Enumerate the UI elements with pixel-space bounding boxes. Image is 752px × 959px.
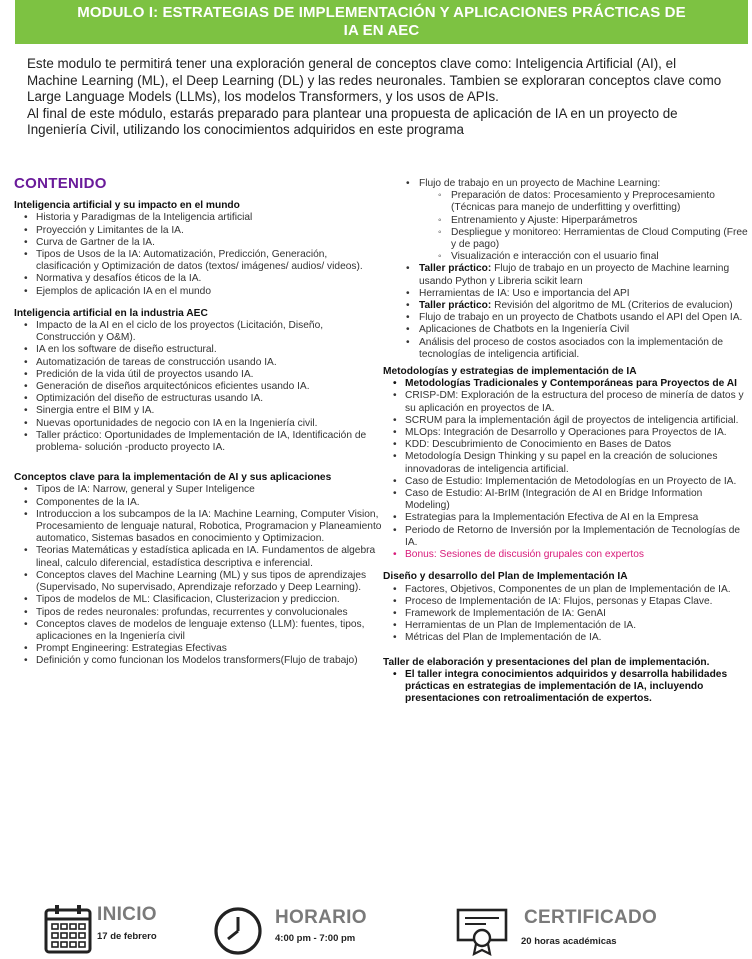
list-item: • Factores, Objetivos, Componentes de un plan de Implementación de IA.: [383, 584, 748, 596]
list-item: • Predición de la vida útil de proyectos usando IA.: [14, 369, 382, 381]
list-item: • Generación de diseños arquitectónicos eficientes usando IA.: [14, 381, 382, 393]
section-title: Conceptos clave para la implementación de AI y sus aplicaciones: [14, 472, 332, 484]
list-item: • Metodología Design Thinking y su papel en la creación de soluciones innovadoras de inteligencia artificial.: [383, 451, 748, 475]
list-item: • Conceptos claves de modelos de lenguaje extenso (LLM): fuentes, tipos, aplicaciones en la Ingeniería civil: [14, 619, 382, 643]
list-item: • CRISP-DM: Exploración de la estructura del proceso de minería de datos y su aplicación en proyectos de IA.: [383, 390, 748, 414]
list-item: • Teorias Matemáticas y estadística aplicada en IA. Fundamentos de algebra lineal, calculo diferencial, estadística descriptiva e inferencial.: [14, 545, 382, 569]
list-item: • Componentes de la IA.: [14, 497, 382, 509]
list-item: • El taller integra conocimientos adquiridos y desarrolla habilidades prácticas en estrategias de implementación de IA, incluyendo presentaciones con retroalimentación de expertos.: [383, 669, 748, 706]
list-item: • Nuevas oportunidades de negocio con IA en la Ingeniería civil.: [14, 418, 382, 430]
list-item: • SCRUM para la implementación ágil de proyectos de inteligencia artificial.: [383, 415, 748, 427]
section-title: Inteligencia artificial y su impacto en el mundo: [14, 200, 240, 212]
list-item: • Conceptos claves del Machine Learning (ML) y sus tipos de aprendizajes (Supervisado, No supervisado, Aprendizaje reforzado y Deep Learning).: [14, 570, 382, 594]
list-item: • Estrategias para la Implementación Efectiva de AI en la Empresa: [383, 512, 748, 524]
intro-paragraph-2: Al final de este módulo, estarás preparado para plantear una propuesta de aplicación de IA en un proyecto de Ingeniería Civil, utilizando los conocimientos adquiridos en este programa: [27, 105, 678, 138]
list-item: • Framework de Implementación de IA: GenAI: [383, 608, 748, 620]
calendar-icon: [44, 904, 92, 954]
horario-label: HORARIO: [275, 907, 367, 928]
list-item: • Tipos de Usos de la IA: Automatización, Predicción, Generación, clasificación y Optimización de datos (textos/ imágenes/ audios/ videos).: [14, 249, 382, 273]
section-title: Taller de elaboración y presentaciones del plan de implementación.: [383, 656, 710, 668]
list-item: • Flujo de trabajo en un proyecto de Chatbots usando el API del Open IA.: [383, 312, 748, 324]
list-item: • Proceso de Implementación de IA: Flujos, personas y Etapas Clave.: [383, 596, 748, 608]
sub-list-item: ◦ Despliegue y monitoreo: Herramientas de Cloud Computing (Free y de pago): [383, 227, 748, 251]
list-item: • Métricas del Plan de Implementación de IA.: [383, 632, 748, 644]
list-item: • Flujo de trabajo en un proyecto de Machine Learning:: [383, 178, 748, 190]
inicio-value: 17 de febrero: [97, 931, 157, 942]
list-item: [383, 300, 748, 312]
taller-text: Revisión del algoritmo de ML (Criterios de evalucion): [491, 300, 733, 312]
contenido-heading: CONTENIDO: [14, 175, 107, 192]
certificate-icon: [456, 908, 508, 956]
taller-label: Taller práctico:: [419, 263, 492, 275]
list-item: • Taller práctico: Oportunidades de Implementación de IA, Identificación de problema- solución -producto proyecto IA.: [14, 430, 382, 454]
list-item: • Proyección y Limitantes de la IA.: [14, 225, 382, 237]
list-item: • KDD: Descubrimiento de Conocimiento en Bases de Datos: [383, 439, 748, 451]
list-item: • Metodologías Tradicionales y Contemporáneas para Proyectos de AI: [383, 378, 748, 390]
certificado-label: CERTIFICADO: [524, 907, 658, 928]
sub-list-item: ◦ Preparación de datos: Procesamiento y Preprocesamiento (Técnicas para manejo de underfitting y overfitting): [383, 190, 748, 214]
list-item: • Caso de Estudio: AI-BrIM (Integración de AI en Bridge Information Modeling): [383, 488, 748, 512]
list-item: • Herramientas de un Plan de Implementación de IA.: [383, 620, 748, 632]
module-title-line2: IA EN AEC: [343, 22, 420, 39]
list-item: • Sinergia entre el BIM y IA.: [14, 405, 382, 417]
intro-paragraph-1: Este modulo te permitirá tener una exploración general de conceptos clave como: Inteligencia Artificial (AI), el Machine Learning (ML), el Deep Learning (DL) y las redes neuronales. Tambien se exploraran conceptos clave como Large Language Models (LLMs), los modelos Transformers, y los usos de APIs.: [27, 56, 722, 105]
list-item: • Ejemplos de aplicación IA en el mundo: [14, 286, 382, 298]
list-item: • Tipos de modelos de ML: Clasificacion, Clusterizacion y prediccion.: [14, 594, 382, 606]
list-item: • MLOps: Integración de Desarrollo y Operaciones para Proyectos de IA.: [383, 427, 748, 439]
taller-text: Flujo de trabajo en un proyecto de Machine learning usando Python y Libreria scikit learn: [419, 263, 730, 287]
module-title-banner: [15, 0, 748, 44]
horario-value: 4:00 pm - 7:00 pm: [275, 933, 356, 944]
list-item: • Curva de Gartner de la IA.: [14, 237, 382, 249]
section-title: Metodologías y estrategias de implementación de IA: [383, 366, 637, 378]
list-item: • Impacto de la AI en el ciclo de los proyectos (Licitación, Diseño, Construcción y O&M).: [14, 320, 382, 344]
content-left-column: [14, 175, 382, 668]
section-title: Inteligencia artificial en la industria AEC: [14, 307, 208, 319]
footer-info: [0, 902, 752, 959]
list-item: • Periodo de Retorno de Inversión por la Implementación de Tecnologías de IA.: [383, 525, 748, 549]
bonus-item: • Bonus: Sesiones de discusión grupales con expertos: [383, 549, 748, 561]
list-item: • Definición y como funcionan los Modelos transformers(Flujo de trabajo): [14, 655, 382, 667]
list-item: • Herramientas de IA: Uso e importancia del API: [383, 288, 748, 300]
list-item: • IA en los software de diseño estructural.: [14, 344, 382, 356]
list-item: • Prompt Engineering: Estrategias Efectivas: [14, 643, 382, 655]
list-item: • Automatización de tareas de construcción usando IA.: [14, 357, 382, 369]
taller-label: Taller práctico:: [419, 300, 492, 312]
content-right-column: [383, 178, 748, 705]
intro-text: [27, 56, 727, 139]
list-item: • Caso de Estudio: Implementación de Metodologías en un Proyecto de IA.: [383, 476, 748, 488]
clock-icon: [213, 906, 263, 956]
inicio-label: INICIO: [97, 904, 157, 925]
sub-list-item: ◦ Visualización e interacción con el usuario final: [383, 251, 748, 263]
list-item: • Introduccion a los subcampos de la IA: Machine Learning, Computer Vision, Procesamiento de lenguaje natural, Robotica, Programacion y Planeamiento automatico, Sistemas basados en conocimiento y Optimizacion.: [14, 509, 382, 546]
list-item: [383, 263, 748, 287]
list-item: • Análisis del proceso de costos asociados con la implementación de tecnologías de inteligencia artificial.: [383, 337, 748, 361]
sub-list-item: ◦ Entrenamiento y Ajuste: Hiperparámetros: [383, 215, 748, 227]
module-title-line1: MODULO I: ESTRATEGIAS DE IMPLEMENTACIÓN Y APLICACIONES PRÁCTICAS DE: [77, 4, 686, 21]
list-item: • Historia y Paradigmas de la Inteligencia artificial: [14, 212, 382, 224]
list-item: • Tipos de IA: Narrow, general y Super Inteligence: [14, 484, 382, 496]
list-item: • Tipos de redes neuronales: profundas, recurrentes y convolucionales: [14, 607, 382, 619]
section-title: Diseño y desarrollo del Plan de Implementación IA: [383, 571, 628, 583]
list-item: • Aplicaciones de Chatbots en la Ingeniería Civil: [383, 324, 748, 336]
certificado-value: 20 horas académicas: [521, 936, 617, 947]
list-item: • Optimización del diseño de estructuras usando IA.: [14, 393, 382, 405]
list-item: • Normativa y desafíos éticos de la IA.: [14, 273, 382, 285]
